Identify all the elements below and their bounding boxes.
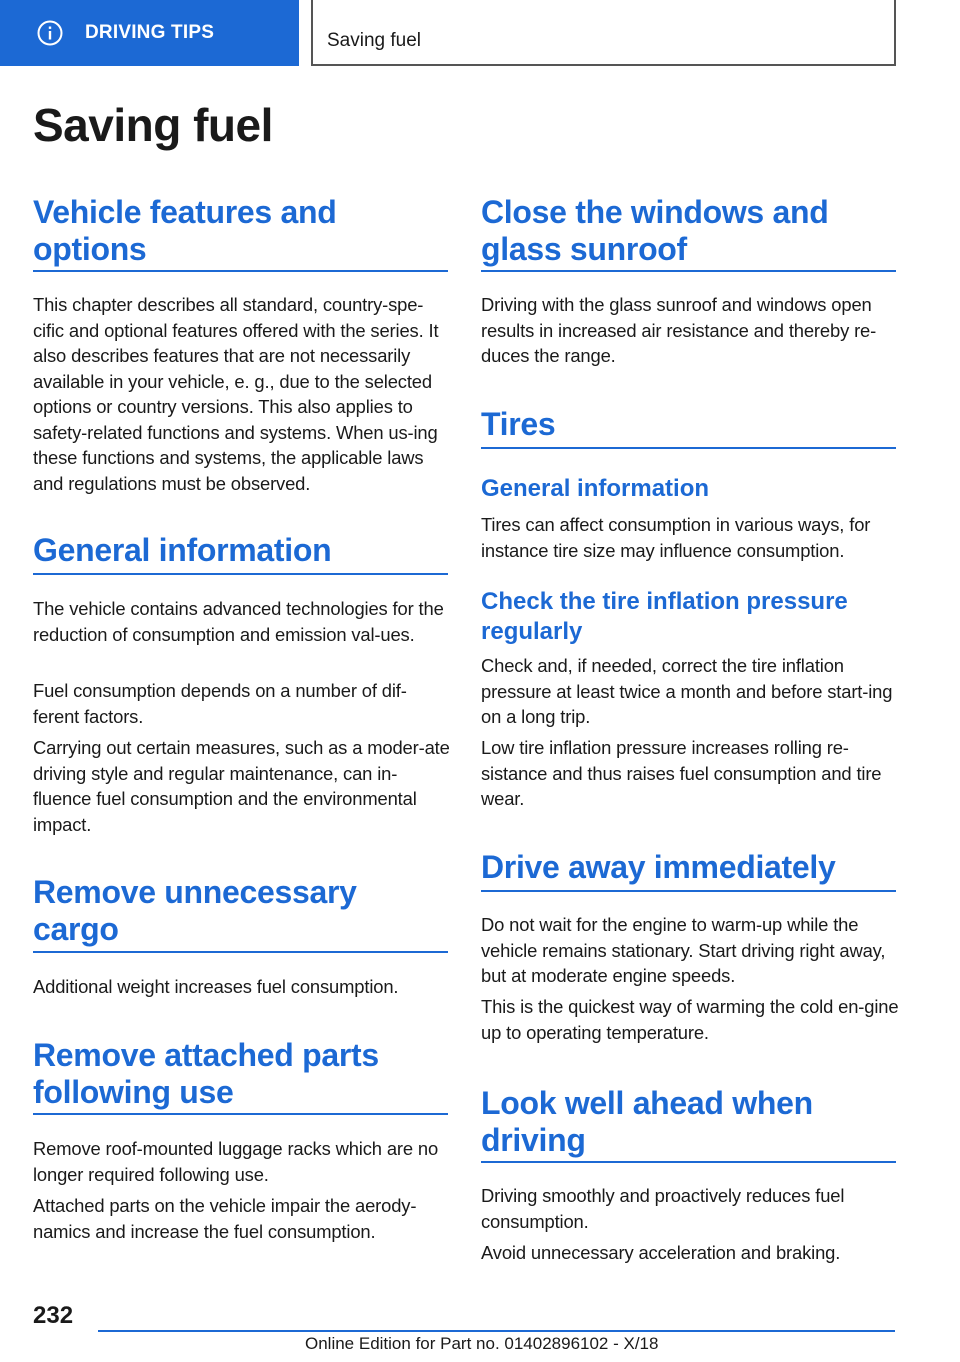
heading-vehicle-features: Vehicle features and options <box>33 194 337 267</box>
heading-rule <box>33 1113 448 1115</box>
heading-look-ahead: Look well ahead when driving <box>481 1085 813 1158</box>
paragraph: This is the quickest way of warming the cold en-gine up to operating temperature. <box>481 996 899 1043</box>
paragraph: Do not wait for the engine to warm-up while the vehicle remains stationary. Start driving right away, but at moderate engine speeds. <box>481 914 886 986</box>
info-icon <box>37 20 63 46</box>
paragraph: Check and, if needed, correct the tire inflation pressure at least twice a month and before start-ing on a long trip. <box>481 655 893 727</box>
paragraph: Additional weight increases fuel consumption. <box>33 976 399 997</box>
heading-drive-away: Drive away immediately <box>481 849 836 885</box>
footer-rule <box>98 1330 895 1332</box>
page-header <box>0 0 960 66</box>
subheading-tire-pressure: Check the tire inflation pressure regularly <box>481 588 848 645</box>
heading-close-windows: Close the windows and glass sunroof <box>481 194 829 267</box>
paragraph: Attached parts on the vehicle impair the aerody-namics and increase the fuel consumption. <box>33 1195 417 1242</box>
subsection-title: Saving fuel <box>327 30 422 51</box>
paragraph: The vehicle contains advanced technologies for the reduction of consumption and emission val-ues. <box>33 598 444 645</box>
paragraph: Tires can affect consumption in various ways, for instance tire size may influence consumption. <box>481 514 871 561</box>
paragraph: Driving with the glass sunroof and windows open results in increased air resistance and thereby re-duces the range. <box>481 294 877 366</box>
heading-remove-cargo: Remove unnecessary cargo <box>33 874 357 947</box>
heading-remove-attached-parts: Remove attached parts following use <box>33 1037 379 1110</box>
heading-rule <box>481 447 896 449</box>
section-tab <box>0 0 299 66</box>
subheading-general-information: General information <box>481 475 710 502</box>
paragraph: Fuel consumption depends on a number of dif-ferent factors. <box>33 680 407 727</box>
paragraph: Remove roof-mounted luggage racks which are no longer required following use. <box>33 1138 439 1185</box>
paragraph: Driving smoothly and proactively reduces fuel consumption. <box>481 1185 845 1232</box>
subsection-box <box>311 0 896 66</box>
page-title: Saving fuel <box>33 99 273 151</box>
footer-edition: Online Edition for Part no. 01402896102 - X/18 <box>305 1334 659 1353</box>
paragraph: Carrying out certain measures, such as a moder-ate driving style and regular maintenance, can in-fluence fuel consumption and the environmental impact. <box>33 737 450 835</box>
heading-rule <box>481 890 896 892</box>
paragraph: Low tire inflation pressure increases rolling re-sistance and thus raises fuel consumption and tire wear. <box>481 737 882 809</box>
heading-rule <box>33 270 448 272</box>
section-title: DRIVING TIPS <box>85 22 215 43</box>
heading-rule <box>33 951 448 953</box>
heading-rule <box>481 270 896 272</box>
heading-rule <box>33 573 448 575</box>
paragraph: This chapter describes all standard, country-spe-cific and optional features offered with the series. It also describes features that are not necessarily available in your vehicle, e. g., due to the selected options or country versions. This also applies to safety-related functions and systems. When us-ing these functions and systems, the applicable laws and regulations must be observed. <box>33 294 439 494</box>
heading-rule <box>481 1161 896 1163</box>
heading-general-information: General information <box>33 532 332 568</box>
paragraph: Avoid unnecessary acceleration and braking. <box>481 1242 841 1263</box>
heading-tires: Tires <box>481 406 556 442</box>
page-number: 232 <box>33 1302 74 1329</box>
